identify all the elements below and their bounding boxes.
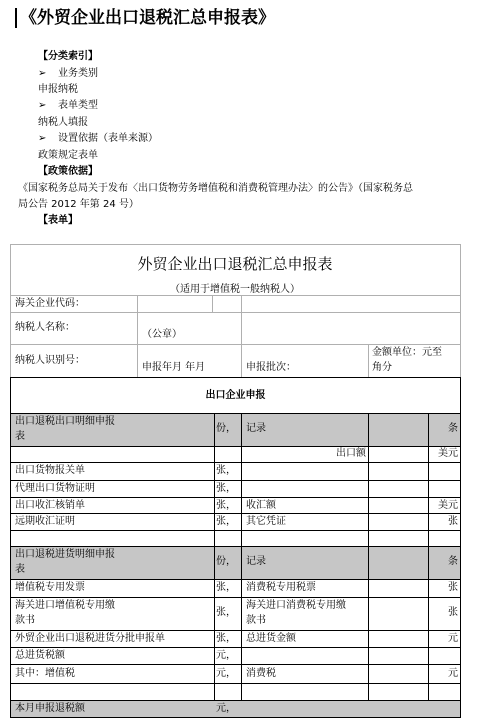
export-amount-label: 出口额 [336, 448, 366, 459]
unit-label-line-2: 角分 [372, 362, 392, 373]
basis-value: 政策规定表单 [38, 150, 98, 161]
arrow-right-icon: ➢ [38, 100, 47, 111]
form-type-row [38, 99, 98, 113]
section-title: 出口企业申报 [205, 390, 266, 401]
r4-unit: 张， [216, 516, 236, 527]
r4-left: 远期收汇证明 [15, 516, 75, 527]
s1-unit: 条 [448, 423, 458, 434]
p2-left-line-1: 海关进口增值税专用缴 [15, 600, 115, 611]
r4-right: 其它凭证 [246, 516, 286, 527]
policy-text-line-1: 《国家税务总局关于发布〈出口货物劳务增值税和消费税管理办法〉的公告》（国家税务总 [18, 183, 413, 194]
p5-right-unit: 元 [448, 668, 458, 679]
s1-left-line-1: 出口退税出口明细申报 [15, 416, 115, 427]
p5-right: 消费税 [246, 668, 276, 679]
seal-label: （公章） [142, 329, 182, 340]
form-title: 外贸企业出口退税汇总申报表 [137, 255, 333, 273]
s2-records: 记录 [246, 556, 266, 567]
r3-right: 收汇额 [246, 500, 276, 511]
policy-heading: 【政策依据】 [38, 166, 98, 177]
form-type-label: 表单类型 [58, 100, 98, 111]
s1-copies: 份， [216, 423, 236, 434]
export-amount-unit: 美元 [438, 448, 458, 459]
p1-unit: 张， [216, 582, 236, 593]
s2-left-line-1: 出口退税进货明细申报 [15, 549, 115, 560]
p2-unit: 张， [216, 607, 236, 618]
s1-records: 记录 [246, 423, 266, 434]
p5-unit: 元， [216, 668, 236, 679]
r3-unit: 张， [216, 500, 236, 511]
batch-label: 申报批次： [246, 362, 296, 373]
p3-right: 总进货金额 [246, 633, 296, 644]
r3-right-unit: 美元 [438, 500, 458, 511]
business-category-row [38, 67, 98, 81]
p2-right-line-1: 海关进口消费税专用缴 [246, 600, 346, 611]
form-subtitle: （适用于增值税一般纳税人） [170, 284, 300, 295]
p3-unit: 张， [216, 633, 236, 644]
s2-copies: 份， [216, 556, 236, 567]
unit-label-line-1: 金额单位：元至 [372, 347, 442, 358]
p4-left: 总进货税额 [15, 650, 65, 661]
policy-text-line-2: 局公告 2012 年第 24 号） [18, 199, 139, 210]
r2-unit: 张， [216, 483, 236, 494]
p2-right-unit: 张 [448, 607, 458, 618]
period-label: 申报年月 年月 [142, 362, 206, 373]
p5-left: 其中：增值税 [15, 668, 75, 679]
p3-left: 外贸企业出口退税进货分批申报单 [15, 633, 165, 644]
r3-left: 出口收汇核销单 [15, 500, 85, 511]
r4-right-unit: 张 [448, 516, 458, 527]
p2-right-line-2: 款书 [246, 615, 266, 626]
last-left: 本月申报退税额 [15, 703, 85, 714]
r2-left: 代理出口货物证明 [15, 483, 95, 494]
p1-right: 消费税专用税票 [246, 582, 316, 593]
p2-left-line-2: 款书 [15, 615, 35, 626]
r1-left: 出口货物报关单 [15, 465, 85, 476]
customs-code-label: 海关企业代码： [15, 298, 85, 309]
s2-left-line-2: 表 [15, 564, 25, 575]
taxpayer-name-label: 纳税人名称： [15, 322, 75, 333]
index-heading: 【分类索引】 [38, 51, 98, 62]
taxpayer-id-label: 纳税人识别号： [15, 355, 85, 366]
p3-right-unit: 元 [448, 633, 458, 644]
p1-left: 增值税专用发票 [15, 582, 85, 593]
r1-unit: 张， [216, 465, 236, 476]
business-category-value: 申报纳税 [38, 84, 78, 95]
business-category-label: 业务类别 [58, 68, 98, 79]
arrow-right-icon: ➢ [38, 133, 47, 144]
s1-left-line-2: 表 [15, 431, 25, 442]
form-type-value: 纳税人填报 [38, 117, 88, 128]
last-unit: 元， [216, 703, 236, 714]
p4-unit: 元， [216, 650, 236, 661]
basis-row [38, 132, 158, 146]
arrow-right-icon: ➢ [38, 68, 47, 79]
p1-right-unit: 张 [448, 582, 458, 593]
basis-label: 设置依据（表单来源） [58, 133, 158, 144]
s2-unit: 条 [448, 556, 458, 567]
form-heading: 【表单】 [38, 215, 78, 226]
page-title: 《外贸企业出口退税汇总申报表》 [15, 8, 275, 28]
